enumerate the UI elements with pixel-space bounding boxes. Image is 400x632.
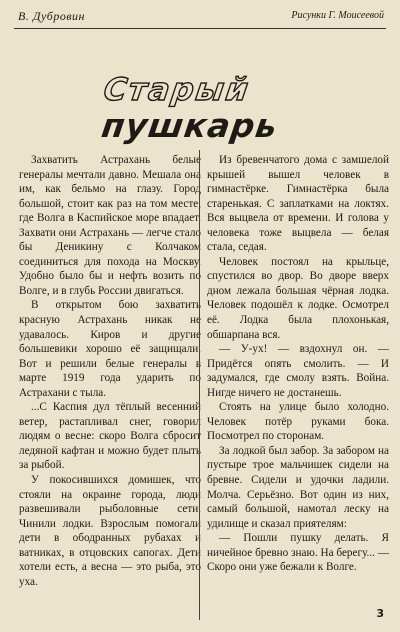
paragraph: Стоять на улице было холодно. Человек потёр руками бока. Посмотрел по сторонам. xyxy=(207,401,389,443)
paragraph: — У-ух! — вздохнул он. — Придётся опять смолить. — И задумался, где смолу взять. Война. Нигде ничего не достанешь. xyxy=(207,343,389,399)
title-line-1: Старый xyxy=(101,72,253,108)
right-column xyxy=(207,153,389,575)
author-name: В. Дубровин xyxy=(18,9,85,23)
page-number: 3 xyxy=(376,607,384,620)
paragraph: За лодкой был забор. За забором на пустыре трое мальчишек сидели на бревне. Сидели и удочки ладили. Молча. Серьёзно. Вот один из них, самый большой, намотал леску на удилище и сказал приятелям: xyxy=(207,444,389,530)
paragraph: Из бревенчатого дома с замшелой крышей вышел человек в гимнастёрке. Гимнастёрка была старенькая. С заплатками на локтях. Вся выцвела от времени. И голова у человека тоже выцвела — белая стала, седая. xyxy=(207,154,389,254)
paragraph: ...С Каспия дул тёплый весенний ветер, растапливал снег, говорил людям о весне: скоро Волга сбросит ледяной кафтан и можно будет плыть за рыбой. xyxy=(19,401,201,472)
paragraph: — Пошли пушку делать. Я ничейное бревно знаю. На берегу... — Скоро они уже бежали к Волге. xyxy=(207,532,389,574)
title-line-2: пушкарь xyxy=(99,106,281,145)
paragraph: У покосившихся домишек, что стояли на окраине города, люди развешивали рыболовные сети. Чинили лодки. Взрослым помогали дети в ободранных рубахах и ватниках, в отцовских сапогах. Дети хотели есть, а весна — это рыба, это уха. xyxy=(19,474,201,588)
left-column xyxy=(19,153,201,589)
story-title xyxy=(92,72,281,147)
paragraph: В открытом бою захватить красную Астрахань никак не удавалось. Киров и другие большевики хорошо её защищали. Вот и решили белые генералы в марте 1919 года ударить по Астрахани с тыла. xyxy=(19,299,201,399)
column-divider xyxy=(199,150,200,620)
illustration-credit: Рисунки Г. Моисеевой xyxy=(291,10,384,21)
header-rule xyxy=(14,28,386,29)
paragraph: Захватить Астрахань белые генералы мечтали давно. Мешала она им, как бельмо на глазу. Город большой, стоит как раз на том месте, где Волга в Каспийское море впадает. Захвати они Астрахань — легче стало бы Деникину с Колчаком соединиться для похода на Москву. Удобно было бы и нефть возить по Волге, и в глубь России двигаться. xyxy=(19,154,201,297)
paragraph: Человек постоял на крыльце, спустился во двор. Во дворе вверх дном лежала большая чёрная лодка. Человек подошёл к лодке. Осмотрел её. Лодка была плохонькая, обшарпана вся. xyxy=(207,255,389,341)
